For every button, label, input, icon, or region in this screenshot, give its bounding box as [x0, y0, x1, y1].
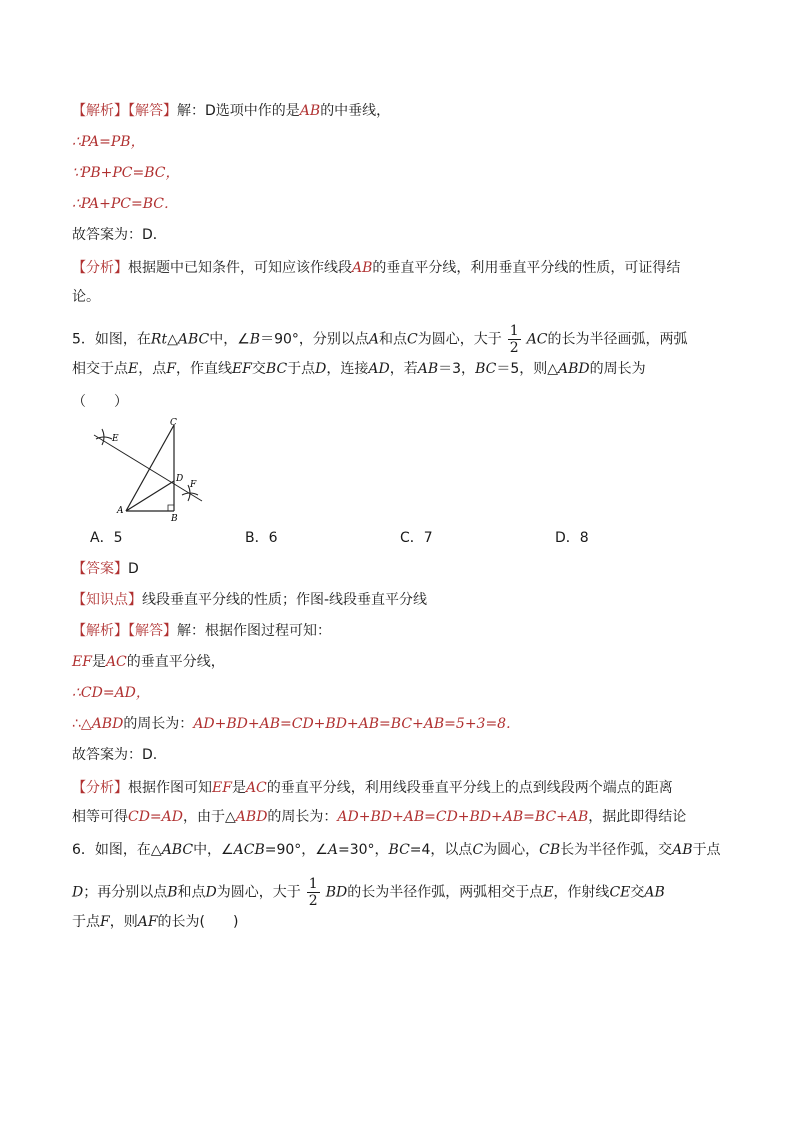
- option-d: D．8: [555, 530, 589, 546]
- q5-fenxi-line-1: 【分析】根据作图可知EF是AC的垂直平分线，利用线段垂直平分线上的点到线段两个端点的距离: [72, 780, 673, 796]
- fraction-half: $\frac{1}{2}$: [509, 323, 519, 356]
- label-d: D: [176, 474, 184, 484]
- q5-analysis-line-2: EF是AC的垂直平分线，: [72, 654, 225, 670]
- q6-line-3: 于点F，则AF的长为( ): [72, 914, 239, 930]
- solution-answer: 故答案为：D．: [72, 227, 167, 243]
- segment-ac: [126, 425, 174, 511]
- analysis-tag: 【解析】: [72, 103, 128, 119]
- analysis-line-1: 【分析】根据题中已知条件，可知应该作线段AB的垂直平分线，利用垂直平分线的性质，可证得结: [72, 260, 681, 276]
- q5-fenxi-line-2: 相等可得CD=AD，由于△ABD的周长为：AD+BD+AB=CD+BD+AB=BC+AB，据此即得结论: [72, 809, 687, 825]
- solution-line-2: ∴PA=PB，: [72, 134, 145, 150]
- solution-line-4: ∴PA+PC=BC．: [72, 196, 179, 212]
- segment-ad: [126, 481, 174, 511]
- q5-analysis-line-4: ∴△ABD的周长为：AD+BD+AB=CD+BD+AB=BC+AB=5+3=8.: [72, 716, 511, 732]
- q5-line-1: 5．如图，在Rt△ABC中，∠B＝90°，分别以点A和点C为圆心，大于 $\frac{1}{2}$ AC的长为半径画弧，两弧: [72, 323, 688, 356]
- solution-line-3: ∵PB+PC=BC，: [72, 165, 180, 181]
- option-c: C．7: [400, 530, 433, 546]
- q5-figure: [88, 415, 213, 525]
- fraction-half: $\frac{1}{2}$: [308, 876, 318, 909]
- q5-answer: 【答案】D: [72, 561, 139, 577]
- q6-line-2: D；再分别以点B和点D为圆心，大于 $\frac{1}{2}$ BD的长为半径作弧，两弧相交于点E，作射线CE交AB: [72, 876, 665, 909]
- label-c: C: [170, 418, 177, 428]
- q6-line-1: 6．如图，在△ABC中，∠ACB=90°，∠A=30°，BC=4，以点C为圆心，CB长为半径作弧，交AB于点: [72, 842, 721, 858]
- q5-blank: （ ）: [72, 394, 128, 410]
- q5-knowledge: 【知识点】线段垂直平分线的性质；作图-线段垂直平分线: [72, 592, 428, 608]
- option-a: A．5: [90, 530, 123, 546]
- label-f: F: [190, 480, 197, 490]
- label-b: B: [171, 514, 178, 524]
- q5-analysis-line-3: ∴CD=AD，: [72, 685, 150, 701]
- q5-analysis-answer: 故答案为：D.: [72, 747, 158, 763]
- line-ef: [94, 435, 202, 501]
- analysis-line-2: 论。: [72, 289, 100, 305]
- option-b: B．6: [245, 530, 278, 546]
- solution-line-1: 【解析】【解答】解：D选项中作的是AB的中垂线，: [72, 103, 391, 119]
- right-angle-mark: [168, 505, 174, 511]
- solution-tag: 【解答】: [128, 103, 177, 119]
- q5-analysis-line-1: 【解析】【解答】解：根据作图过程可知：: [72, 623, 331, 639]
- label-e: E: [112, 434, 119, 444]
- label-a: A: [117, 506, 124, 516]
- q5-line-2: 相交于点E，点F，作直线EF交BC于点D，连接AD，若AB＝3，BC＝5，则△ABD的周长为: [72, 361, 646, 377]
